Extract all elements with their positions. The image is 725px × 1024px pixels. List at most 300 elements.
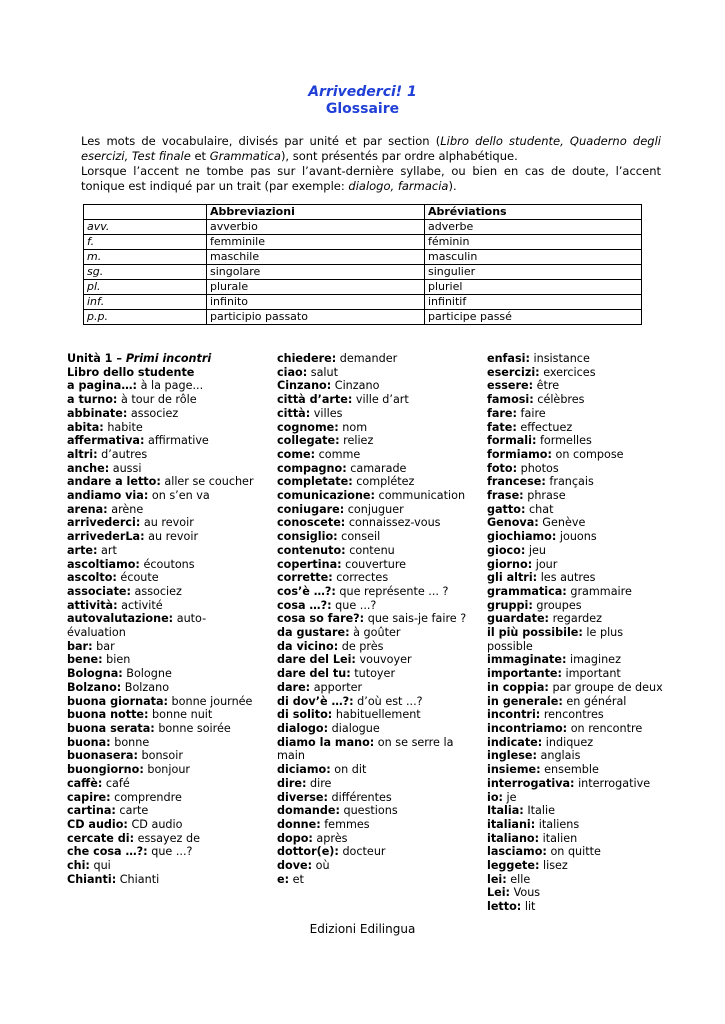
glossary-entry: [487, 749, 667, 763]
glossary-term: cosa …?:: [277, 598, 332, 612]
glossary-translation: Genève: [538, 516, 586, 530]
glossary-entry: [67, 475, 257, 489]
glossary-term: arrivederci:: [67, 516, 141, 530]
glossary-entry: [277, 448, 467, 462]
glossary-entry: [487, 681, 667, 695]
glossary-term: incontriamo:: [487, 721, 568, 735]
glossary-entry: [277, 407, 467, 421]
glossary-translation: phrase: [523, 489, 566, 503]
glossary-term: caffè:: [67, 776, 103, 790]
glossary-term: ascolto:: [67, 571, 117, 585]
glossary-entry: [67, 448, 257, 462]
glossary-term: giochiamo:: [487, 530, 557, 544]
glossary-term: dire:: [277, 776, 307, 790]
glossary-entry: [67, 653, 257, 667]
glossary-translation: que sais-je faire ?: [364, 612, 467, 626]
glossary-term: dopo:: [277, 831, 313, 845]
glossary-entry: [277, 873, 467, 887]
glossary-translation: par groupe de deux: [548, 680, 663, 694]
table-cell: participio passato: [207, 310, 425, 325]
glossary-term: importante:: [487, 667, 562, 681]
glossary-entry: [277, 393, 467, 407]
table-row: [84, 235, 642, 250]
glossary-translation: Cinzano: [331, 379, 380, 393]
glossary-entry: [67, 804, 257, 818]
glossary-entry: [277, 612, 467, 626]
glossary-translation: écoute: [116, 571, 159, 585]
glossary-translation: d’où est ...?: [353, 694, 423, 708]
table-cell: féminin: [425, 235, 642, 250]
table-cell: femminile: [207, 235, 425, 250]
glossary-entry: [277, 681, 467, 695]
glossary-translation: affirmative: [144, 434, 209, 448]
glossary-term: domande:: [277, 804, 340, 818]
glossary-entry: [487, 886, 667, 900]
glossary-term: comunicazione:: [277, 489, 375, 503]
glossary-term: e:: [277, 872, 290, 886]
glossary-translation: écoutons: [139, 557, 195, 571]
glossary-entry: [487, 708, 667, 722]
glossary-translation: connaissez-vous: [345, 516, 441, 530]
glossary-entry: [487, 489, 667, 503]
abbreviations-table: [83, 204, 642, 325]
glossary-entry: [67, 708, 257, 722]
glossary-translation: les autres: [537, 571, 596, 585]
table-cell: m.: [84, 250, 207, 265]
glossary-translation: villes: [310, 406, 343, 420]
glossary-translation: lisez: [539, 859, 568, 873]
glossary-entry: [67, 859, 257, 873]
glossary-entry: [487, 653, 667, 667]
glossary-term: abita:: [67, 420, 104, 434]
glossary-translation: jour: [532, 557, 558, 571]
glossary-term: il più possibile:: [487, 626, 583, 640]
glossary-translation: Bolzano: [121, 680, 170, 694]
glossary-entry: [277, 763, 467, 777]
table-row: [84, 265, 642, 280]
glossary-entry: [487, 448, 667, 462]
glossary-translation: correctes: [332, 571, 389, 585]
glossary-translation: je: [503, 790, 517, 804]
glossary-translation: qui: [89, 859, 111, 873]
glossary-entry: [277, 708, 467, 722]
glossary-translation: docteur: [338, 845, 386, 859]
glossary-entry: [277, 667, 467, 681]
glossary-translation: exercices: [539, 365, 596, 379]
glossary-translation: elle: [506, 872, 531, 886]
glossary-translation: ville d’art: [352, 393, 409, 407]
glossary-entry: [67, 462, 257, 476]
glossary-entry: [67, 489, 257, 503]
glossary-translation: français: [545, 475, 594, 489]
glossary-term: giorno:: [487, 557, 533, 571]
glossary-translation: effectuez: [516, 420, 573, 434]
glossary-entry: [67, 667, 257, 681]
glossary-translation: associez: [130, 584, 182, 598]
glossary-term: gli altri:: [487, 571, 538, 585]
glossary-term: lasciamo:: [487, 845, 547, 859]
glossary-entry: [67, 695, 257, 709]
glossary-translation: associez: [127, 406, 179, 420]
glossary-term: enfasi:: [487, 352, 530, 365]
glossary-entry: [67, 530, 257, 544]
table-cell: maschile: [207, 250, 425, 265]
glossary-translation: rencontres: [540, 708, 604, 722]
glossary-term: consiglio:: [277, 530, 338, 544]
glossary-term: diverse:: [277, 790, 328, 804]
glossary-translation: complétez: [352, 475, 415, 489]
glossary-term: completate:: [277, 475, 353, 489]
glossary-term: interrogativa:: [487, 776, 575, 790]
glossary-term: città d’arte:: [277, 393, 353, 407]
glossary-term: donne:: [277, 817, 321, 831]
glossary-entry: [277, 777, 467, 791]
glossary-translation: bonjour: [143, 763, 191, 777]
glossary-translation: bien: [102, 653, 131, 667]
glossary-term: di solito:: [277, 708, 333, 722]
table-cell: pluriel: [425, 280, 642, 295]
glossary-entry: [277, 722, 467, 736]
intro-paragraph-1: Les mots de vocabulaire, divisés par unité et par section (Libro dello studente, Quaderno degli esercizi, Test finale et Grammatica), sont présentés par ordre alphabétique.: [81, 134, 661, 163]
glossary-term: copertina:: [277, 557, 342, 571]
glossary-term: famosi:: [487, 393, 534, 407]
glossary-entry: [277, 791, 467, 805]
glossary-term: che cosa …?:: [67, 845, 148, 859]
glossary-entry: [277, 489, 467, 503]
table-header-cell: [84, 205, 207, 220]
glossary-entry: [277, 544, 467, 558]
glossary-translation: que représente ... ?: [335, 584, 449, 598]
glossary-term: formiamo:: [487, 447, 552, 461]
glossary-term: da gustare:: [277, 626, 350, 640]
glossary-term: capire:: [67, 790, 111, 804]
glossary-entry: [277, 462, 467, 476]
glossary-term: ascoltiamo:: [67, 557, 140, 571]
glossary-term: dare del tu:: [277, 667, 351, 681]
glossary-term: chi:: [67, 859, 90, 873]
glossary-entry: [67, 503, 257, 517]
glossary-translation: de près: [338, 639, 384, 653]
glossary-term: buona notte:: [67, 708, 149, 722]
glossary-entry: [67, 736, 257, 750]
glossary-translation: bonne journée: [168, 694, 253, 708]
glossary-translation: imaginez: [566, 653, 621, 667]
glossary-entry: [67, 791, 257, 805]
glossary-entry: [487, 585, 667, 599]
glossary-entry: [277, 859, 467, 873]
glossary-term: gioco:: [487, 543, 526, 557]
glossary-entry: [277, 832, 467, 846]
glossary-translation: au revoir: [140, 516, 194, 530]
glossary-entry: [277, 736, 467, 763]
glossary-entry: [67, 722, 257, 736]
table-cell: adverbe: [425, 220, 642, 235]
glossary-translation: conseil: [337, 530, 381, 544]
glossary-translation: faire: [517, 406, 546, 420]
glossary-term: dare:: [277, 680, 311, 694]
glossary-translation: le plus possible: [487, 626, 624, 653]
glossary-term: da vicino:: [277, 639, 339, 653]
glossary-term: dottor(e):: [277, 845, 339, 859]
glossary-term: frase:: [487, 489, 524, 503]
glossary-entry: [487, 777, 667, 791]
glossary-translation: anglais: [536, 749, 581, 763]
glossary-entry: [277, 845, 467, 859]
glossary-term: ciao:: [277, 365, 308, 379]
unit-heading: Unità 1 – Primi incontri: [67, 352, 212, 365]
glossary-translation: ensemble: [540, 763, 599, 777]
glossary-term: in coppia:: [487, 680, 549, 694]
glossary-term: coniugare:: [277, 502, 345, 516]
glossary-entry: [487, 530, 667, 544]
glossary-term: associate:: [67, 584, 131, 598]
glossary-translation: art: [97, 543, 117, 557]
glossary-term: fate:: [487, 420, 517, 434]
glossary-term: come:: [277, 447, 316, 461]
table-cell: sg.: [84, 265, 207, 280]
glossary-translation: questions: [339, 804, 398, 818]
glossary-term: cercate di:: [67, 831, 135, 845]
glossary-term: arena:: [67, 502, 108, 516]
glossary-term: CD audio:: [67, 817, 128, 831]
glossary-term: letto:: [487, 900, 522, 914]
glossary-entry: [487, 599, 667, 613]
glossary-translation: dire: [306, 776, 332, 790]
glossary-term: insieme:: [487, 763, 541, 777]
table-cell: avverbio: [207, 220, 425, 235]
section-heading: Libro dello studente: [67, 365, 195, 379]
glossary-term: arte:: [67, 543, 98, 557]
glossary-translation: reliez: [339, 434, 374, 448]
glossary-entry: [277, 434, 467, 448]
glossary-entry: [67, 407, 257, 421]
glossary-entry: [277, 695, 467, 709]
glossary-term: essere:: [487, 379, 534, 393]
glossary-entry: [67, 612, 257, 639]
table-row: [84, 220, 642, 235]
glossary-term: andare a letto:: [67, 475, 161, 489]
glossary-entry: [487, 366, 667, 380]
glossary-entry: [67, 585, 257, 599]
glossary-entry: [487, 722, 667, 736]
glossary-translation: différentes: [327, 790, 392, 804]
glossary-term: cos’è …?:: [277, 584, 336, 598]
glossary-entry: [277, 585, 467, 599]
glossary-translation: formelles: [536, 434, 592, 448]
glossary-entry: [67, 393, 257, 407]
glossary-translation: où: [312, 859, 330, 873]
glossary-translation: bonne soirée: [154, 721, 231, 735]
glossary-translation: d’autres: [97, 447, 148, 461]
glossary-entry: [277, 366, 467, 380]
glossary-term: formali:: [487, 434, 537, 448]
glossary-entry: [487, 626, 667, 653]
glossary-entry: [67, 599, 257, 613]
glossary-translation: Bologne: [122, 667, 172, 681]
glossary-translation: important: [561, 667, 621, 681]
document-subtitle: Glossaire: [325, 101, 400, 117]
glossary-translation: à tour de rôle: [117, 393, 197, 407]
glossary-term: buonasera:: [67, 749, 138, 763]
table-cell: p.p.: [84, 310, 207, 325]
glossary-term: abbinate:: [67, 406, 128, 420]
glossary-entry: [277, 558, 467, 572]
glossary-term: lei:: [487, 872, 507, 886]
glossary-entry: [487, 503, 667, 517]
intro-text: [81, 134, 661, 194]
glossary-term: buona:: [67, 735, 111, 749]
glossary-entry: [67, 681, 257, 695]
glossary-entry: [487, 421, 667, 435]
glossary-entry: [277, 571, 467, 585]
glossary-translation: après: [312, 831, 348, 845]
glossary-term: diamo la mano:: [277, 735, 375, 749]
glossary-column-2: [277, 352, 467, 886]
document-title: Arrivederci! 1: [308, 84, 417, 100]
glossary-entry: [67, 640, 257, 654]
glossary-entry: [67, 845, 257, 859]
glossary-term: altri:: [67, 447, 98, 461]
glossary-list: [487, 352, 667, 914]
glossary-entry: [277, 421, 467, 435]
glossary-translation: activité: [117, 598, 163, 612]
glossary-entry: [67, 818, 257, 832]
glossary-term: Bologna:: [67, 667, 123, 681]
glossary-term: Italia:: [487, 804, 524, 818]
glossary-entry: [487, 900, 667, 914]
glossary-translation: demander: [336, 352, 398, 365]
glossary-entry: [487, 407, 667, 421]
table-cell: singolare: [207, 265, 425, 280]
glossary-entry: [277, 503, 467, 517]
glossary-entry: [487, 736, 667, 750]
glossary-entry: [67, 544, 257, 558]
glossary-translation: et: [289, 872, 304, 886]
glossary-translation: à goûter: [349, 626, 401, 640]
table-cell: infinito: [207, 295, 425, 310]
glossary-term: leggete:: [487, 859, 540, 873]
glossary-translation: italien: [539, 831, 578, 845]
glossary-term: italiani:: [487, 817, 536, 831]
glossary-entry: [487, 873, 667, 887]
glossary-translation: tutoyer: [350, 667, 396, 681]
glossary-translation: que ...?: [147, 845, 193, 859]
glossary-term: dove:: [277, 859, 313, 873]
glossary-translation: indiquez: [542, 735, 594, 749]
glossary-term: foto:: [487, 461, 518, 475]
glossary-translation: on dit: [330, 763, 367, 777]
glossary-entry: [277, 626, 467, 640]
table-cell: pl.: [84, 280, 207, 295]
glossary-term: contenuto:: [277, 543, 346, 557]
glossary-entry: [67, 379, 257, 393]
glossary-translation: communication: [374, 489, 466, 503]
glossary-entry: [487, 558, 667, 572]
glossary-entry: [67, 558, 257, 572]
glossary-term: autovalutazione:: [67, 612, 174, 626]
glossary-term: attività:: [67, 598, 118, 612]
glossary-list: [277, 352, 467, 886]
glossary-entry: [487, 516, 667, 530]
glossary-translation: vouvoyer: [355, 653, 412, 667]
glossary-translation: aussi: [109, 461, 142, 475]
glossary-entry: [67, 749, 257, 763]
glossary-term: grammatica:: [487, 584, 567, 598]
glossary-translation: femmes: [320, 817, 370, 831]
glossary-translation: italiens: [535, 817, 580, 831]
glossary-entry: [487, 544, 667, 558]
glossary-translation: lit: [521, 900, 536, 914]
glossary-term: bar:: [67, 639, 93, 653]
table-cell: singulier: [425, 265, 642, 280]
glossary-term: a pagina…:: [67, 379, 138, 393]
glossary-term: buona giornata:: [67, 694, 168, 708]
glossary-entry: [487, 818, 667, 832]
glossary-translation: habite: [103, 420, 143, 434]
glossary-translation: groupes: [532, 598, 582, 612]
glossary-term: gatto:: [487, 502, 526, 516]
glossary-term: incontri:: [487, 708, 541, 722]
table-row: [84, 280, 642, 295]
glossary-term: corrette:: [277, 571, 333, 585]
glossary-translation: que ...?: [331, 598, 377, 612]
glossary-term: conoscete:: [277, 516, 346, 530]
glossary-term: buona serata:: [67, 721, 155, 735]
glossary-term: cartina:: [67, 804, 116, 818]
glossary-translation: jouons: [556, 530, 597, 544]
glossary-column-3: [487, 352, 667, 914]
glossary-translation: bonne: [110, 735, 150, 749]
glossary-translation: Vous: [510, 886, 541, 900]
glossary-translation: on se serre la main: [277, 735, 454, 763]
table-cell: f.: [84, 235, 207, 250]
glossary-translation: à la page...: [137, 379, 204, 393]
glossary-entry: [67, 516, 257, 530]
glossary-translation: chat: [525, 502, 554, 516]
table-row: [84, 295, 642, 310]
glossary-entry: [277, 352, 467, 366]
publisher-footer: Edizioni Edilingua: [309, 922, 416, 936]
glossary-entry: [487, 667, 667, 681]
table-cell: masculin: [425, 250, 642, 265]
table-cell: avv.: [84, 220, 207, 235]
glossary-translation: couverture: [341, 557, 407, 571]
glossary-term: Lei:: [487, 886, 511, 900]
glossary-term: compagno:: [277, 461, 347, 475]
glossary-translation: habituellement: [332, 708, 421, 722]
glossary-entry: [487, 379, 667, 393]
glossary-translation: arène: [107, 502, 144, 516]
glossary-term: italiano:: [487, 831, 540, 845]
glossary-term: io:: [487, 790, 503, 804]
glossary-term: francese:: [487, 475, 546, 489]
glossary-translation: carte: [115, 804, 149, 818]
glossary-translation: être: [533, 379, 560, 393]
glossary-term: cosa so fare?:: [277, 612, 365, 626]
glossary-term: anche:: [67, 461, 110, 475]
glossary-translation: jeu: [525, 543, 546, 557]
glossary-entry: [487, 612, 667, 626]
glossary-translation: salut: [307, 365, 339, 379]
glossary-entry: [277, 804, 467, 818]
glossary-entry: [487, 832, 667, 846]
glossary-term: dare del Lei:: [277, 653, 356, 667]
glossary-translation: café: [102, 776, 130, 790]
table-header-row: [84, 205, 642, 220]
glossary-entry: [67, 777, 257, 791]
glossary-translation: CD audio: [127, 817, 183, 831]
glossary-translation: apporter: [310, 680, 363, 694]
